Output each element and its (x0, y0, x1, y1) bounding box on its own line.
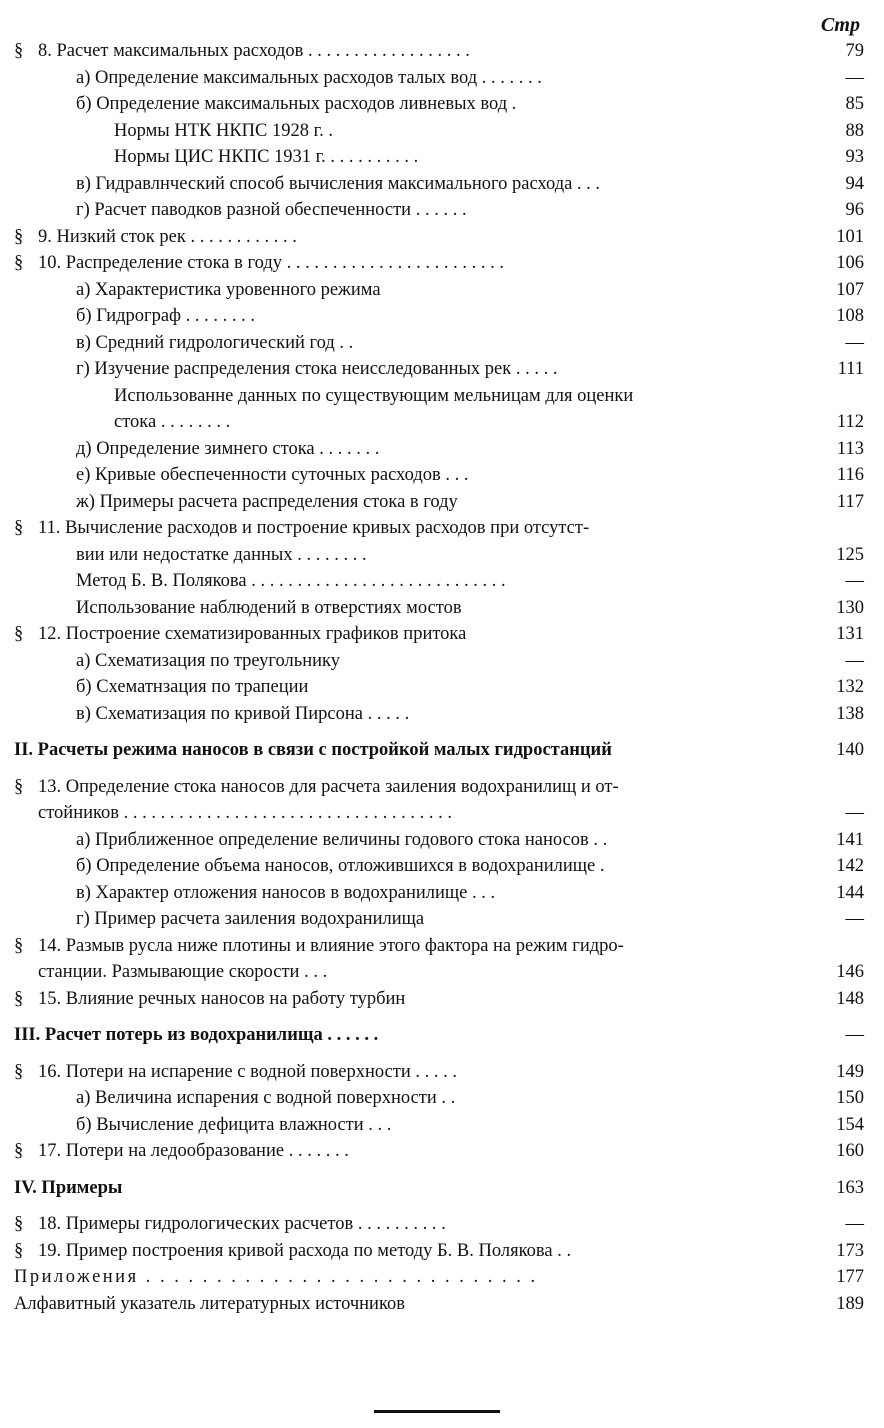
entry-title: г) Пример расчета заиления водохранилища (76, 909, 425, 929)
toc-entry (14, 356, 864, 383)
toc-entry (14, 595, 864, 622)
entry-page: 142 (836, 856, 864, 876)
toc-part-heading (14, 1022, 864, 1049)
entry-title: Нормы ЦИС НКПС 1931 г. . . . . . . . . . . (114, 147, 419, 167)
section-mark: § (14, 226, 24, 247)
toc-entry (14, 800, 864, 827)
toc-entry (14, 959, 864, 986)
section-mark: § (14, 624, 24, 644)
toc-entry (14, 144, 864, 171)
entry-page: 108 (836, 306, 864, 326)
toc-entry (14, 383, 864, 410)
section-mark: § (14, 518, 24, 538)
entry-title: г) Расчет паводков разной обеспеченности . . . . . . (76, 200, 467, 220)
toc-entry (14, 65, 864, 92)
toc-entry (14, 621, 864, 648)
entry-page: 96 (845, 200, 864, 220)
toc-entry (14, 462, 864, 489)
entry-page: 189 (836, 1293, 864, 1314)
entry-title: в) Гидравлнческий способ вычисления максимального расхода . . . (76, 173, 601, 194)
entry-page: — (845, 1025, 864, 1045)
entry-title: г) Изучение распределения стока неисследованных рек . . . . . (76, 359, 558, 379)
entry-page: 111 (837, 359, 864, 379)
entry-page: 146 (836, 962, 864, 982)
toc-entry (14, 250, 864, 277)
entry-page: 150 (836, 1088, 864, 1108)
toc-entry (14, 515, 864, 542)
entry-title: Использованне данных по существующим мельницам для оценки (114, 385, 634, 406)
toc-entry (14, 933, 864, 960)
entry-page: 113 (836, 438, 864, 459)
toc-part-heading (14, 737, 864, 764)
toc-entry (14, 277, 864, 304)
toc-entry (14, 171, 864, 198)
section-mark: § (14, 1141, 24, 1161)
entry-title: ж) Примеры расчета распределения стока в году (76, 491, 458, 512)
entry-title: в) Схематизация по кривой Пирсона . . . . . (76, 703, 410, 724)
entry-page: — (845, 1214, 864, 1234)
entry-title: д) Определение зимнего стока . . . . . . . (76, 438, 380, 459)
entry-title: Метод Б. В. Полякова . . . . . . . . . . . . . . . . . . . . . . . . . . . . (76, 571, 506, 591)
entry-title: стойников . . . . . . . . . . . . . . . . . . . . . . . . . . . . . . . . . . . . (38, 803, 453, 823)
entry-title: Нормы НТК НКПС 1928 г. . (114, 120, 333, 141)
toc-entry (14, 38, 864, 65)
toc-entry (14, 827, 864, 854)
entry-page: 130 (836, 597, 864, 618)
section-mark: § (14, 1214, 24, 1234)
toc-entry (14, 303, 864, 330)
entry-title: станции. Размывающие скорости . . . (38, 962, 328, 982)
entry-page: 144 (836, 882, 864, 903)
section-mark: § (14, 776, 24, 797)
entry-page: — (845, 332, 864, 353)
entry-page: 138 (836, 703, 864, 724)
entry-title: Использование наблюдений в отверстиях мостов (76, 597, 462, 618)
entry-page: 160 (836, 1141, 864, 1161)
entry-title: 12. Построение схематизированных графиков притока (38, 624, 467, 644)
toc-entry (14, 330, 864, 357)
toc-entry (14, 1085, 864, 1112)
toc-entry (14, 436, 864, 463)
entry-title: а) Величина испарения с водной поверхности . . (76, 1088, 456, 1108)
toc-entry (14, 118, 864, 145)
entry-title: 8. Расчет максимальных расходов . . . . . . . . . . . . . . . . . . (38, 41, 470, 61)
toc-entry (14, 542, 864, 569)
entry-page: 88 (845, 120, 864, 141)
entry-title: а) Приближенное определение величины годового стока наносов . . (76, 829, 608, 850)
toc-entry (14, 91, 864, 118)
section-mark: § (14, 1061, 24, 1082)
toc-entry (14, 568, 864, 595)
entry-title: б) Схематнзация по трапеции (76, 677, 309, 697)
toc-entry (14, 648, 864, 675)
entry-page: 132 (836, 677, 864, 697)
toc-entry (14, 674, 864, 701)
entry-page: 106 (836, 253, 864, 273)
entry-page: 112 (836, 412, 864, 432)
toc-entry (14, 853, 864, 880)
part-title: II. Расчеты режима наносов в связи с постройкой малых гидростанций (14, 740, 612, 760)
toc-entry (14, 701, 864, 728)
entry-title: б) Вычисление дефицита влажности . . . (76, 1114, 392, 1135)
entry-page: 141 (836, 829, 864, 850)
entry-title: б) Гидрограф . . . . . . . . (76, 306, 256, 326)
entry-page: 107 (836, 279, 864, 300)
toc-entry (14, 880, 864, 907)
entry-title: 19. Пример построения кривой расхода по методу Б. В. Полякова . . (38, 1240, 572, 1261)
toc-entry (14, 1238, 864, 1265)
entry-page: — (845, 571, 864, 591)
entry-page: — (845, 803, 864, 823)
toc-entry (14, 906, 864, 933)
entry-page: 79 (845, 41, 864, 61)
section-mark: § (14, 988, 24, 1009)
entry-title: б) Определение объема наносов, отложившихся в водохранилище . (76, 856, 605, 876)
page-column-header: Стр (820, 14, 860, 36)
entry-page: 93 (845, 147, 864, 167)
entry-title: в) Средний гидрологический год . . (76, 332, 354, 353)
toc-entry (14, 224, 864, 251)
table-of-contents (14, 38, 864, 1317)
entry-title: 13. Определение стока наносов для расчета заиления водохранилищ и от- (38, 776, 619, 797)
entry-title: стока . . . . . . . . (114, 412, 231, 432)
toc-entry (14, 1291, 864, 1318)
entry-page: 154 (836, 1114, 864, 1135)
toc-entry (14, 774, 864, 801)
entry-page: 149 (836, 1061, 864, 1082)
section-mark: § (14, 935, 24, 956)
toc-entry (14, 1112, 864, 1139)
entry-page: 117 (836, 491, 864, 512)
part-title: III. Расчет потерь из водохранилища . . . . . . (14, 1025, 379, 1045)
section-mark: § (14, 41, 24, 61)
entry-page: 85 (845, 94, 864, 114)
toc-entry (14, 986, 864, 1013)
entry-page: 148 (836, 988, 864, 1009)
toc-entry (14, 197, 864, 224)
entry-title: а) Определение максимальных расходов талых вод . . . . . . . (76, 67, 542, 88)
toc-entry (14, 1211, 864, 1238)
entry-page: 131 (836, 624, 864, 644)
toc-entry (14, 1264, 864, 1291)
toc-entry (14, 489, 864, 516)
entry-title: 10. Распределение стока в году . . . . . . . . . . . . . . . . . . . . . . . . (38, 253, 504, 273)
entry-page: — (845, 650, 864, 671)
entry-page: 140 (836, 740, 864, 760)
toc-part-heading (14, 1175, 864, 1202)
entry-title: 16. Потери на испарение с водной поверхности . . . . . (38, 1061, 458, 1082)
bottom-rule (374, 1410, 500, 1413)
entry-title: Алфавитный указатель литературных источников (14, 1293, 405, 1314)
entry-title: 14. Размыв русла ниже плотины и влияние этого фактора на режим гидро- (38, 935, 624, 956)
entry-page: 116 (836, 465, 864, 485)
entry-page: 177 (836, 1267, 864, 1287)
entry-page: — (845, 909, 864, 929)
toc-entry (14, 1059, 864, 1086)
section-mark: § (14, 253, 24, 273)
section-mark: § (14, 1240, 24, 1261)
entry-page: 94 (845, 173, 864, 194)
entry-page: 163 (836, 1177, 864, 1198)
entry-title: 15. Влияние речных наносов на работу турбин (38, 988, 406, 1009)
entry-page: 125 (836, 544, 864, 565)
part-title: IV. Примеры (14, 1177, 123, 1198)
entry-title: б) Определение максимальных расходов ливневых вод . (76, 94, 517, 114)
entry-title: а) Схематизация по треугольнику (76, 650, 341, 671)
entry-page: — (845, 67, 864, 88)
toc-entry (14, 409, 864, 436)
entry-title: Приложения . . . . . . . . . . . . . . . . . . . . . . . . . . . . (14, 1267, 538, 1287)
entry-title: е) Кривые обеспеченности суточных расходов . . . (76, 465, 469, 485)
entry-title: 9. Низкий сток рек . . . . . . . . . . . . (38, 226, 297, 247)
entry-title: 18. Примеры гидрологических расчетов . . . . . . . . . . (38, 1214, 446, 1234)
entry-page: 101 (836, 226, 864, 247)
entry-title: в) Характер отложения наносов в водохранилище . . . (76, 882, 496, 903)
entry-title: а) Характеристика уровенного режима (76, 279, 381, 300)
entry-title: 17. Потери на ледообразование . . . . . . . (38, 1141, 349, 1161)
entry-title: 11. Вычисление расходов и построение кривых расходов при отсутст- (38, 518, 590, 538)
toc-entry (14, 1138, 864, 1165)
entry-title: вии или недостатке данных . . . . . . . . (76, 544, 367, 565)
entry-page: 173 (836, 1240, 864, 1261)
